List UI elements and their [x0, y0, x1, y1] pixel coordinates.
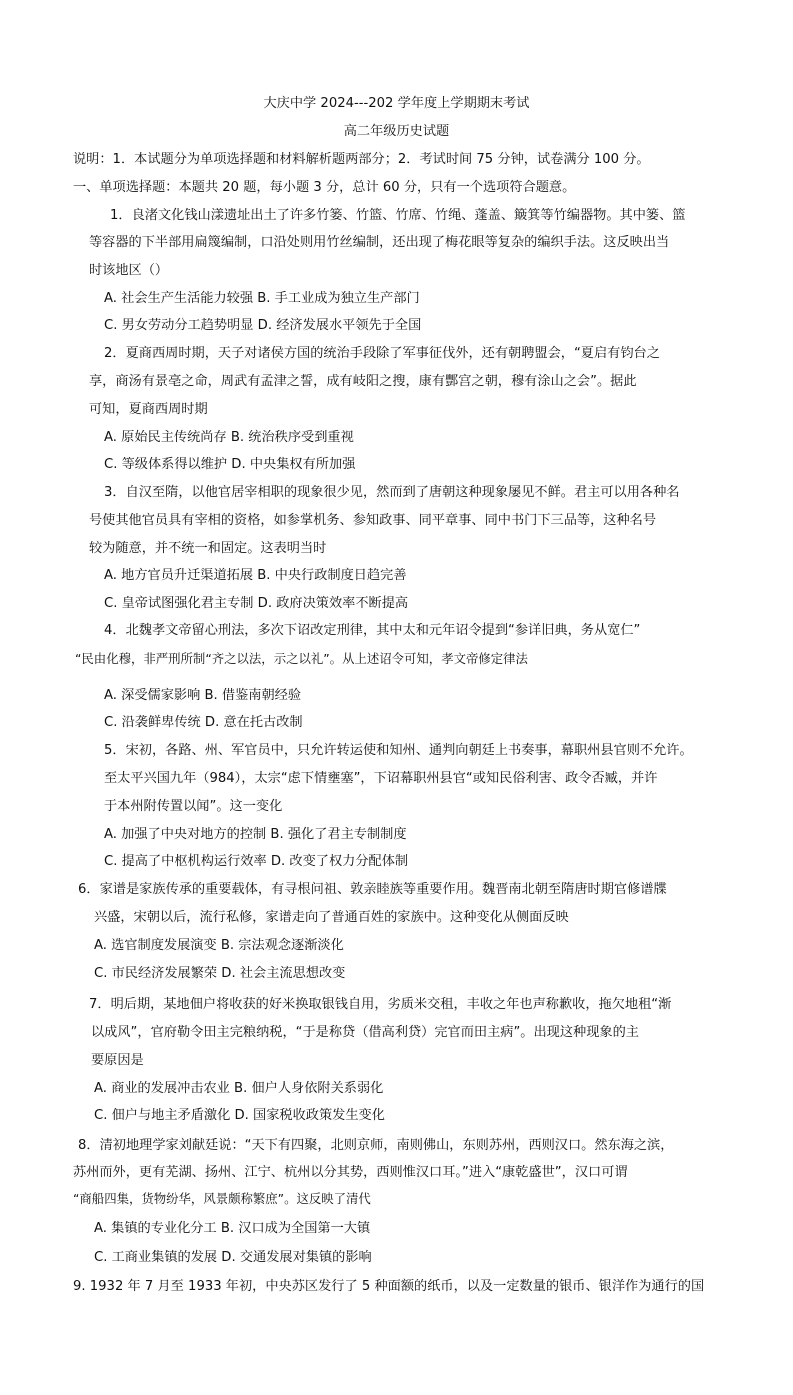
question-5-option-ab: A. 加强了中央对地方的控制 B. 强化了君主专制制度	[104, 827, 407, 842]
question-1-option-cd: C. 男女劳动分工趋势明显 D. 经济发展水平领先于全国	[104, 318, 422, 333]
section-heading: 一、单项选择题：本题共 20 题，每小题 3 分，总计 60 分，只有一个选项符合题意。	[73, 180, 576, 195]
question-8-line-2: 苏州而外，更有芜湖、扬州、江宁、杭州以分其势，西则惟汉口耳。”进入“康乾盛世”，汉口可谓	[73, 1165, 628, 1180]
question-3-line-1: 3．自汉至隋，以他官居宰相职的现象很少见，然而到了唐朝这种现象屡见不鲜。君主可以用各种名	[104, 485, 680, 500]
question-1-line-3: 时该地区（）	[89, 263, 169, 278]
question-3-option-cd: C. 皇帝试图强化君主专制 D. 政府决策效率不断提高	[104, 596, 409, 611]
question-3-line-2: 号使其他官员具有宰相的资格，如参掌机务、参知政事、同平章事、同中书门下三品等，这种名号	[89, 513, 657, 528]
question-8-option-cd: C. 工商业集镇的发展 D. 交通发展对集镇的影响	[94, 1250, 372, 1265]
question-8-line-1: 8．清初地理学家刘献廷说：“天下有四聚，北则京师，南则佛山，东则苏州，西则汉口。然东海之滨，	[78, 1138, 674, 1153]
question-6-option-cd: C. 市民经济发展繁荣 D. 社会主流思想改变	[94, 966, 346, 981]
question-4-option-ab: A. 深受儒家影响 B. 借鉴南朝经验	[104, 688, 302, 703]
question-1-option-ab: A. 社会生产生活能力较强 B. 手工业成为独立生产部门	[104, 291, 420, 306]
question-2-option-cd: C. 等级体系得以维护 D. 中央集权有所加强	[104, 457, 356, 472]
exam-subtitle: 高二年级历史试题	[343, 124, 450, 139]
question-8-option-ab: A. 集镇的专业化分工 B. 汉口成为全国第一大镇	[94, 1221, 371, 1236]
question-7-option-ab: A. 商业的发展冲击农业 B. 佃户人身依附关系弱化	[94, 1081, 384, 1096]
question-7-line-3: 要原因是	[91, 1053, 144, 1068]
question-4-line-2: “民由化穆，非严刑所制“齐之以法，示之以礼”。从上述诏令可知，孝文帝修定律法	[75, 651, 528, 666]
question-7-line-1: 7．明后期，某地佃户将收获的好米换取银钱自用，劣质米交租，丰收之年也声称歉收，拖欠地租“渐	[89, 997, 672, 1012]
question-6-line-2: 兴盛，宋朝以后，流行私修，家谱走向了普通百姓的家族中。这种变化从侧面反映	[94, 910, 569, 925]
question-8-line-3: “商船四集，货物纷华，风景颇称繁庶”。这反映了清代	[73, 1191, 371, 1206]
question-2-line-3: 可知，夏商西周时期	[89, 402, 208, 417]
question-4-line-1: 4．北魏孝文帝留心刑法，多次下诏改定刑律，其中太和元年诏令提到“参详旧典，务从宽仁”	[104, 623, 641, 638]
question-5-option-cd: C. 提高了中枢机构运行效率 D. 改变了权力分配体制	[104, 854, 409, 869]
question-7-option-cd: C. 佃户与地主矛盾激化 D. 国家税收政策发生变化	[94, 1108, 385, 1123]
question-2-line-2: 享，商汤有景亳之命，周武有孟津之誓，成有岐阳之搜，康有酆宫之朝，穆有涂山之会”。据此	[89, 374, 637, 389]
question-3-option-ab: A. 地方官员升迁渠道拓展 B. 中央行政制度日趋完善	[104, 568, 407, 583]
question-2-option-ab: A. 原始民主传统尚存 B. 统治秩序受到重视	[104, 430, 354, 445]
question-1-line-2: 等容器的下半部用扁篾编制，口沿处则用竹丝编制，还出现了梅花眼等复杂的编织手法。这反映出当	[89, 235, 670, 250]
question-6-line-1: 6．家谱是家族传承的重要载体，有寻根问祖、敦亲睦族等重要作用。魏晋南北朝至隋唐时期官修谱牒	[78, 882, 667, 897]
question-5-line-1: 5．宋初，各路、州、军官员中，只允许转运使和知州、通判向朝廷上书奏事，幕职州县官则不允许。	[104, 743, 693, 758]
question-6-option-ab: A. 选官制度发展演变 B. 宗法观念逐渐淡化	[94, 938, 344, 953]
question-2-line-1: 2．夏商西周时期，天子对诸侯方国的统治手段除了军事征伐外，还有朝聘盟会，“夏启有钧台之	[104, 346, 660, 361]
question-5-line-3: 于本州附传置以闻”。这一变化	[104, 799, 283, 814]
question-9-line-1: 9. 1932 年 7 月至 1933 年初，中央苏区发行了 5 种面额的纸币，以及一定数量的银币、银洋作为通行的国	[73, 1279, 705, 1294]
exam-note: 说明：1．本试题分为单项选择题和材料解析题两部分；2．考试时间 75 分钟，试卷满分 100 分。	[73, 152, 650, 167]
question-3-line-3: 较为随意，并不统一和固定。这表明当时	[89, 541, 327, 556]
question-4-option-cd: C. 沿袭鲜卑传统 D. 意在托古改制	[104, 715, 303, 730]
exam-title: 大庆中学 2024---202 学年度上学期期末考试	[263, 96, 530, 111]
question-5-line-2: 至太平兴国九年（984），太宗“虑下情壅塞”，下诏幕职州县官“或知民俗利害、政令否臧，并许	[104, 771, 658, 786]
question-7-line-2: 以成风”，官府勒令田主完粮纳税，“于是称贷（借高利贷）完官而田主病”。出现这种现象的主	[91, 1025, 639, 1040]
question-1-line-1: 1．良渚文化钱山漾遗址出土了许多竹篓、竹篮、竹席、竹绳、蓬盖、簸箕等竹编器物。其中篓、篮	[110, 208, 686, 223]
